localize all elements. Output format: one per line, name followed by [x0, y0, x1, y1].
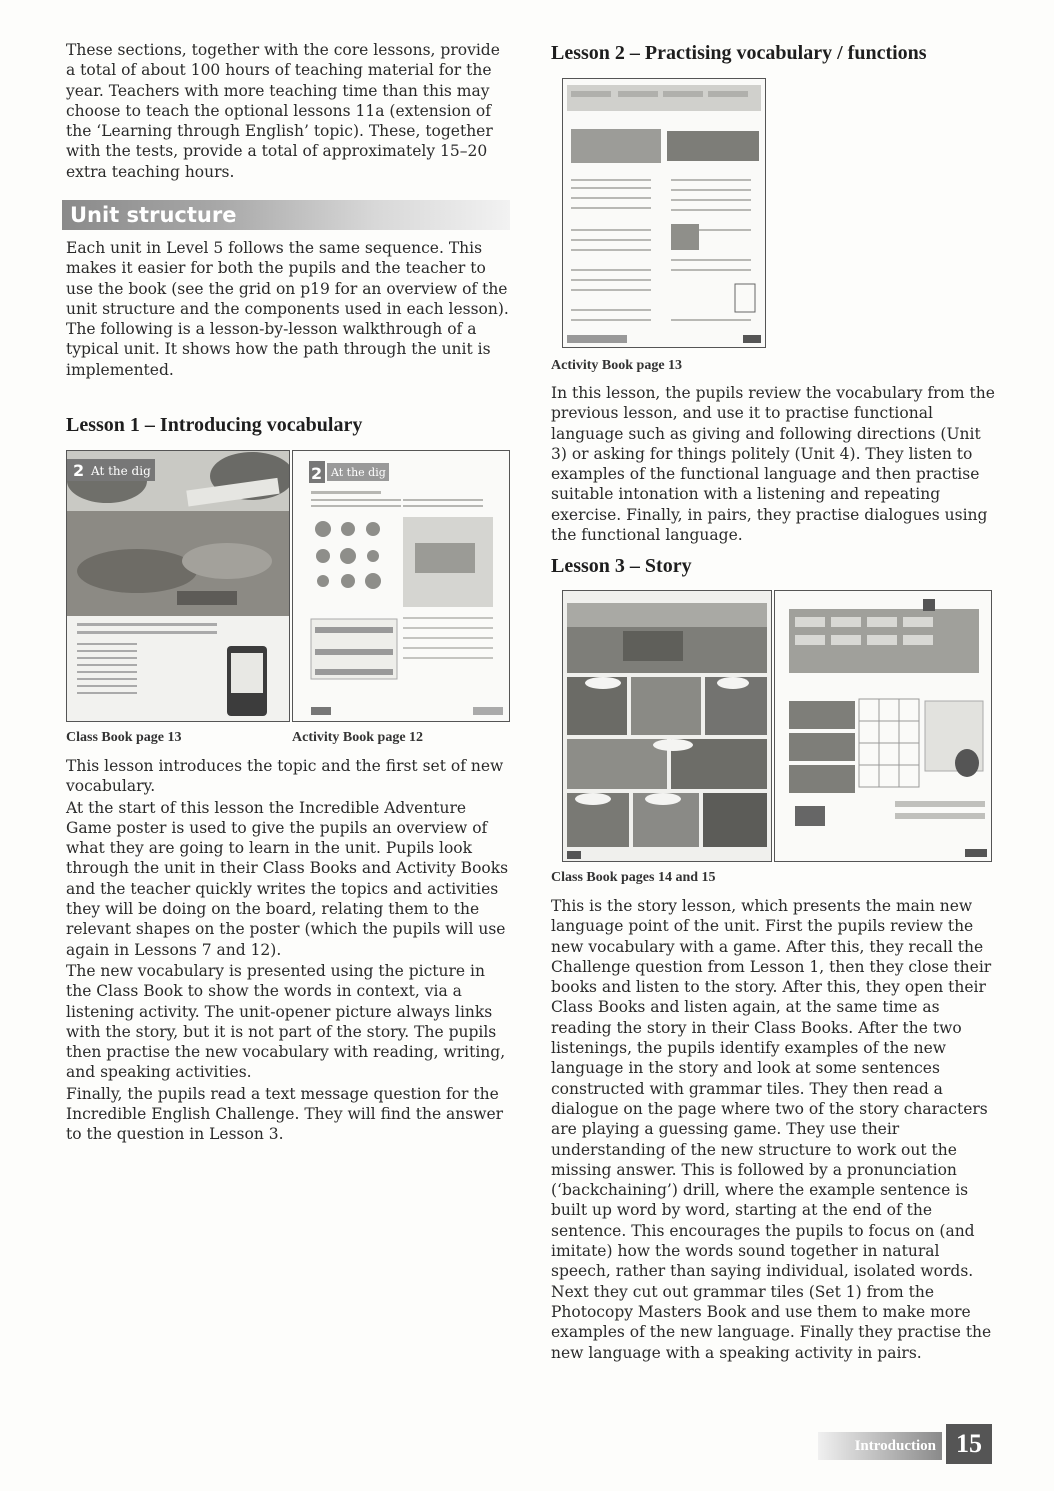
class-book-pages14-15-thumbnail: [562, 590, 772, 862]
activity-book-page12-illustration: [293, 451, 509, 721]
lesson3-heading: Lesson 3 – Story: [551, 555, 692, 577]
lesson1-paragraph: The new vocabulary is presented using the picture in the Class Book to show the words in context, via a listening activity. The unit-opener picture always links with the story, but it is not part of the story. The pupils then practise the new vocabulary with reading, writing, and speaking activities.: [66, 961, 506, 1082]
section-title: Unit structure: [70, 203, 237, 227]
lesson2-body: [551, 383, 995, 546]
intro-paragraph: These sections, together with the core lessons, provide a total of about 100 hours of teaching material for the year. Teachers with more teaching time than this may choose to teach the optional lessons 11a (extension of the ‘Learning through English’ topic). These, together with the tests, provide a total of approximately 15–20 extra teaching hours.: [66, 41, 500, 181]
section-title-band: [62, 200, 510, 230]
caption-class-book-pages14-15: Class Book pages 14 and 15: [551, 870, 716, 885]
lesson1-paragraph: This lesson introduces the topic and the first set of new vocabulary.: [66, 757, 504, 796]
ab12-unit-title: At the dig: [331, 466, 386, 479]
lesson1-paragraph: At the start of this lesson the Incredible Adventure Game poster is used to give the pupils an overview of what they are going to learn in the unit. Pupils look through the unit in their Class Books and Activity Books and the teacher quickly writes the topics and activities they will be doing on the board, relating them to the relevant shapes on the poster (which the pupils will use again in Lessons 7 and 12).: [66, 798, 509, 959]
activity-book-page13-illustration: [563, 79, 765, 347]
ab12-unit-number: 2: [311, 464, 323, 483]
page-number: 15: [946, 1424, 992, 1464]
cb13-unit-number: 2: [73, 461, 85, 480]
lesson3-paragraph: This is the story lesson, which presents the main new language point of the unit. First the pupils review the new vocabulary with a game. After this, they recall the Challenge question from Lesson 1, then they close their books and listen to the story. After this, they open their Class Books and listen again, at the same time as reading the story in their Class Books. After the two listenings, the pupils identify examples of the new language in the story and look at some sentences constructed with grammar tiles. They then read a dialogue on the page where two of the story characters are playing a guessing game. They use their understanding of the new structure to work out the missing answer. This is followed by a pronunciation (‘backchaining’) drill, where the example sentence is built up word by word, starting at the end of the sentence. This encourages the pupils to focus on (and imitate) how the words sound together in natural speech, rather than saying individual, isolated words. Next they cut out grammar tiles (Set 1) from the Photocopy Masters Book and use them to make more examples of the new language. Finally they practise the new language with a speaking activity in pairs.: [551, 897, 992, 1362]
lesson2-heading: Lesson 2 – Practising vocabulary / functions: [551, 42, 927, 64]
caption-activity-book-page12: Activity Book page 12: [292, 730, 424, 745]
lesson1-paragraph: Finally, the pupils read a text message question for the Incredible English Challenge. They will find the answer to the question in Lesson 3.: [66, 1084, 504, 1144]
cb13-unit-title: At the dig: [91, 464, 151, 478]
unit-paragraph: Each unit in Level 5 follows the same sequence. This makes it easier for both the pupils and the teacher to use the book (see the grid on p19 for an overview of the unit structure and the components used in each lesson). The following is a lesson-by-lesson walkthrough of a typical unit. It shows how the path through the unit is implemented.: [66, 239, 509, 379]
activity-book-page13-thumbnail: [562, 78, 766, 348]
lesson1-heading: Lesson 1 – Introducing vocabulary: [66, 414, 363, 436]
page-footer: [818, 1420, 994, 1470]
caption-activity-book-page13: Activity Book page 13: [551, 358, 683, 373]
lesson1-body: [66, 756, 510, 1146]
class-book-page13-illustration: [67, 451, 289, 721]
footer-section-label: Introduction: [818, 1432, 942, 1460]
story-comic-illustration: [563, 591, 771, 861]
lesson2-paragraph: In this lesson, the pupils review the vocabulary from the previous lesson, and use it to practise functional language such as giving and following directions (Unit 3) or asking for things politely (Unit 4). They listen to examples of the functional language and then practise suitable intonation with a listening and repeating exercise. Finally, in pairs, they practise dialogues using the functional language.: [551, 384, 995, 545]
unit-structure-body: [66, 238, 510, 381]
class-book-page15-thumbnail: [774, 590, 992, 862]
activity-book-page12-thumbnail: [292, 450, 510, 722]
caption-class-book-page13: Class Book page 13: [66, 730, 182, 745]
class-book-page13-thumbnail: [66, 450, 290, 722]
lesson3-body: [551, 896, 997, 1364]
left-column: [66, 40, 510, 183]
grammar-exercise-illustration: [775, 591, 991, 861]
